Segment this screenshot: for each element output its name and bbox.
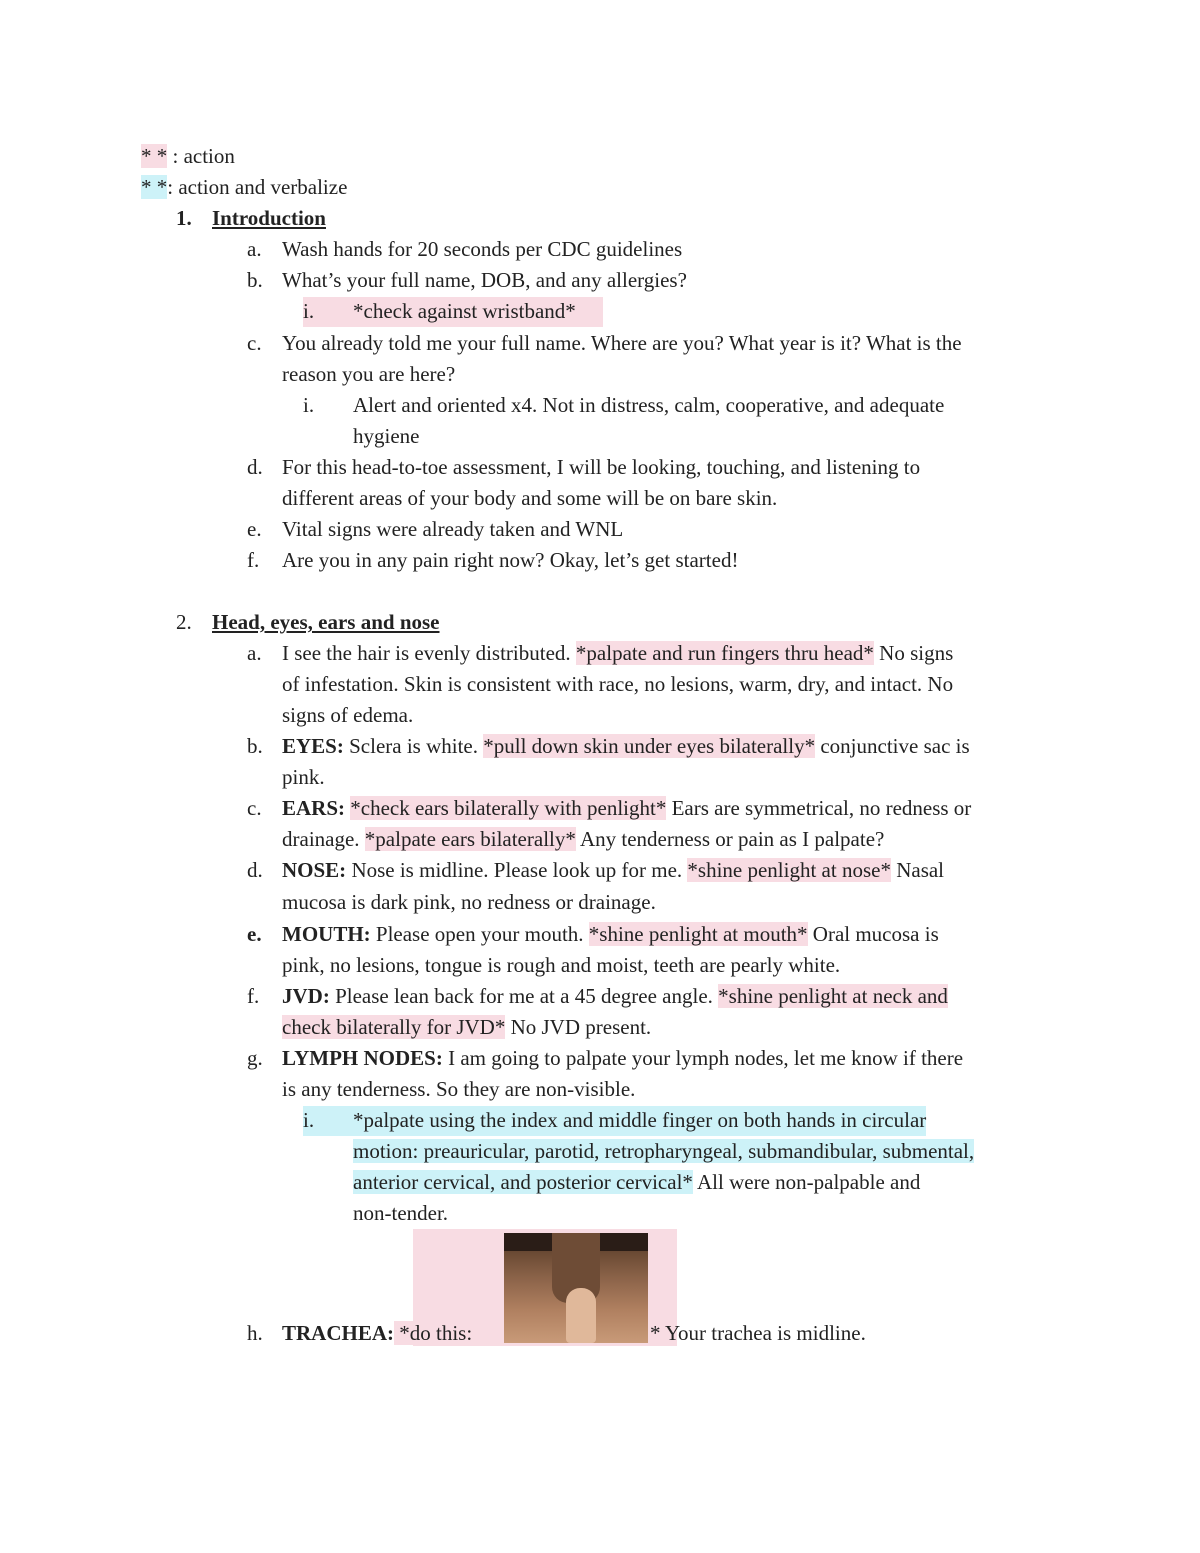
s1-item-d-line2: different areas of your body and some will be on bare skin. (282, 486, 778, 510)
s2-marker-d: d. (247, 858, 263, 882)
s1-marker-e: e. (247, 517, 262, 541)
s2-item-e-line1: MOUTH: Please open your mouth. *shine penlight at mouth* Oral mucosa is (282, 922, 939, 946)
s2-item-g-i-line1: i. *palpate using the index and middle finger on both hands in circular (303, 1106, 926, 1136)
legend-action-verbalize (141, 173, 347, 203)
s2-marker-g: g. (247, 1046, 263, 1070)
s2-item-c-line1: EARS: *check ears bilaterally with penlight* Ears are symmetrical, no redness or (282, 796, 972, 820)
s1-marker-b-i: i. (303, 299, 315, 323)
action-highlight: *pull down skin under eyes bilaterally* (483, 734, 816, 758)
legend-verbalize-text: : action and verbalize (167, 175, 348, 199)
legend-action-text: : action (167, 144, 235, 168)
legend-action-marker: * * (141, 144, 168, 168)
s2-marker-f: f. (247, 984, 260, 1008)
s1-item-c-i-line1: Alert and oriented x4. Not in distress, calm, cooperative, and adequate (353, 393, 945, 417)
s1-marker-c-i: i. (303, 393, 315, 417)
s2-item-a-line1: I see the hair is evenly distributed. *palpate and run fingers thru head* No signs (282, 641, 954, 665)
s1-item-d-line1: For this head-to-toe assessment, I will be looking, touching, and listening to (282, 455, 921, 479)
action-highlight: *palpate and run fingers thru head* (575, 641, 874, 665)
action-highlight: *shine penlight at neck and (718, 984, 948, 1008)
section-1-title: Introduction (212, 206, 326, 230)
legend-action (141, 142, 235, 172)
s2-item-g-line2: is any tenderness. So they are non-visible. (282, 1077, 636, 1101)
s1-item-f: Are you in any pain right now? Okay, let’s get started! (282, 548, 739, 572)
s1-marker-f: f. (247, 548, 260, 572)
s2-item-g-line1: LYMPH NODES: I am going to palpate your lymph nodes, let me know if there (282, 1046, 964, 1070)
s2-item-h-line1: TRACHEA: *do this: (282, 1321, 473, 1345)
action-highlight: *check ears bilaterally with penlight* (350, 796, 667, 820)
s2-item-g-i-line4: non-tender. (353, 1201, 449, 1225)
s1-item-b-i (303, 297, 603, 327)
s1-marker-a: a. (247, 237, 262, 261)
verbalize-highlight: anterior cervical, and posterior cervical* (353, 1170, 693, 1194)
s2-item-f-line1: JVD: Please lean back for me at a 45 degree angle. *shine penlight at neck and (282, 984, 948, 1008)
s1-marker-b: b. (247, 268, 263, 292)
action-highlight: check bilaterally for JVD* (282, 1015, 506, 1039)
s2-item-a-line3: signs of edema. (282, 703, 414, 727)
s2-item-b-line2: pink. (282, 765, 325, 789)
action-highlight: *shine penlight at nose* (687, 858, 891, 882)
s2-marker-g-i: i. (303, 1108, 315, 1132)
s2-item-e-line2: pink, no lesions, tongue is rough and moist, teeth are pearly white. (282, 953, 841, 977)
s2-item-d-line1: NOSE: Nose is midline. Please look up for me. *shine penlight at nose* Nasal (282, 858, 945, 882)
s2-item-a-line2: of infestation. Skin is consistent with race, no lesions, warm, dry, and intact. No (282, 672, 954, 696)
s1-item-e: Vital signs were already taken and WNL (282, 517, 624, 541)
verbalize-highlight: motion: preauricular, parotid, retropharyngeal, submandibular, submental, (353, 1139, 975, 1163)
s2-marker-e: e. (247, 922, 262, 946)
s2-marker-a: a. (247, 641, 262, 665)
section-1-number: 1. (176, 206, 192, 230)
s2-item-g-i-line2 (353, 1137, 974, 1167)
action-highlight: *do this: (394, 1321, 473, 1345)
neck-palpation-photo-icon (504, 1233, 648, 1343)
s1-item-c-i-line2: hygiene (353, 424, 420, 448)
s1-item-b-i-text: *check against wristband* (353, 299, 576, 323)
s1-item-c-line2: reason you are here? (282, 362, 456, 386)
s2-item-c-line2: drainage. *palpate ears bilaterally* Any tenderness or pain as I palpate? (282, 827, 885, 851)
s2-item-b-line1: EYES: Sclera is white. *pull down skin under eyes bilaterally* conjunctive sac is (282, 734, 970, 758)
s2-item-h-rest: * Your trachea is midline. (650, 1321, 866, 1345)
s1-marker-c: c. (247, 331, 262, 355)
action-highlight: *palpate ears bilaterally* (364, 827, 576, 851)
s2-item-d-line2: mucosa is dark pink, no redness or drainage. (282, 890, 656, 914)
s1-item-c-line1: You already told me your full name. Where are you? What year is it? What is the (282, 331, 962, 355)
section-2-title: Head, eyes, ears and nose (212, 610, 440, 634)
s2-marker-c: c. (247, 796, 262, 820)
section-2-number: 2. (176, 610, 192, 634)
s2-item-f-line2: check bilaterally for JVD* No JVD present. (282, 1015, 652, 1039)
s1-marker-d: d. (247, 455, 263, 479)
s1-item-b: What’s your full name, DOB, and any allergies? (282, 268, 687, 292)
s1-item-a: Wash hands for 20 seconds per CDC guidelines (282, 237, 683, 261)
action-highlight: *shine penlight at mouth* (588, 922, 808, 946)
s2-marker-b: b. (247, 734, 263, 758)
s2-marker-h: h. (247, 1321, 263, 1345)
legend-verbalize-marker: * * (141, 175, 168, 199)
s2-item-g-i-line3: anterior cervical, and posterior cervical* All were non-palpable and (353, 1170, 921, 1194)
